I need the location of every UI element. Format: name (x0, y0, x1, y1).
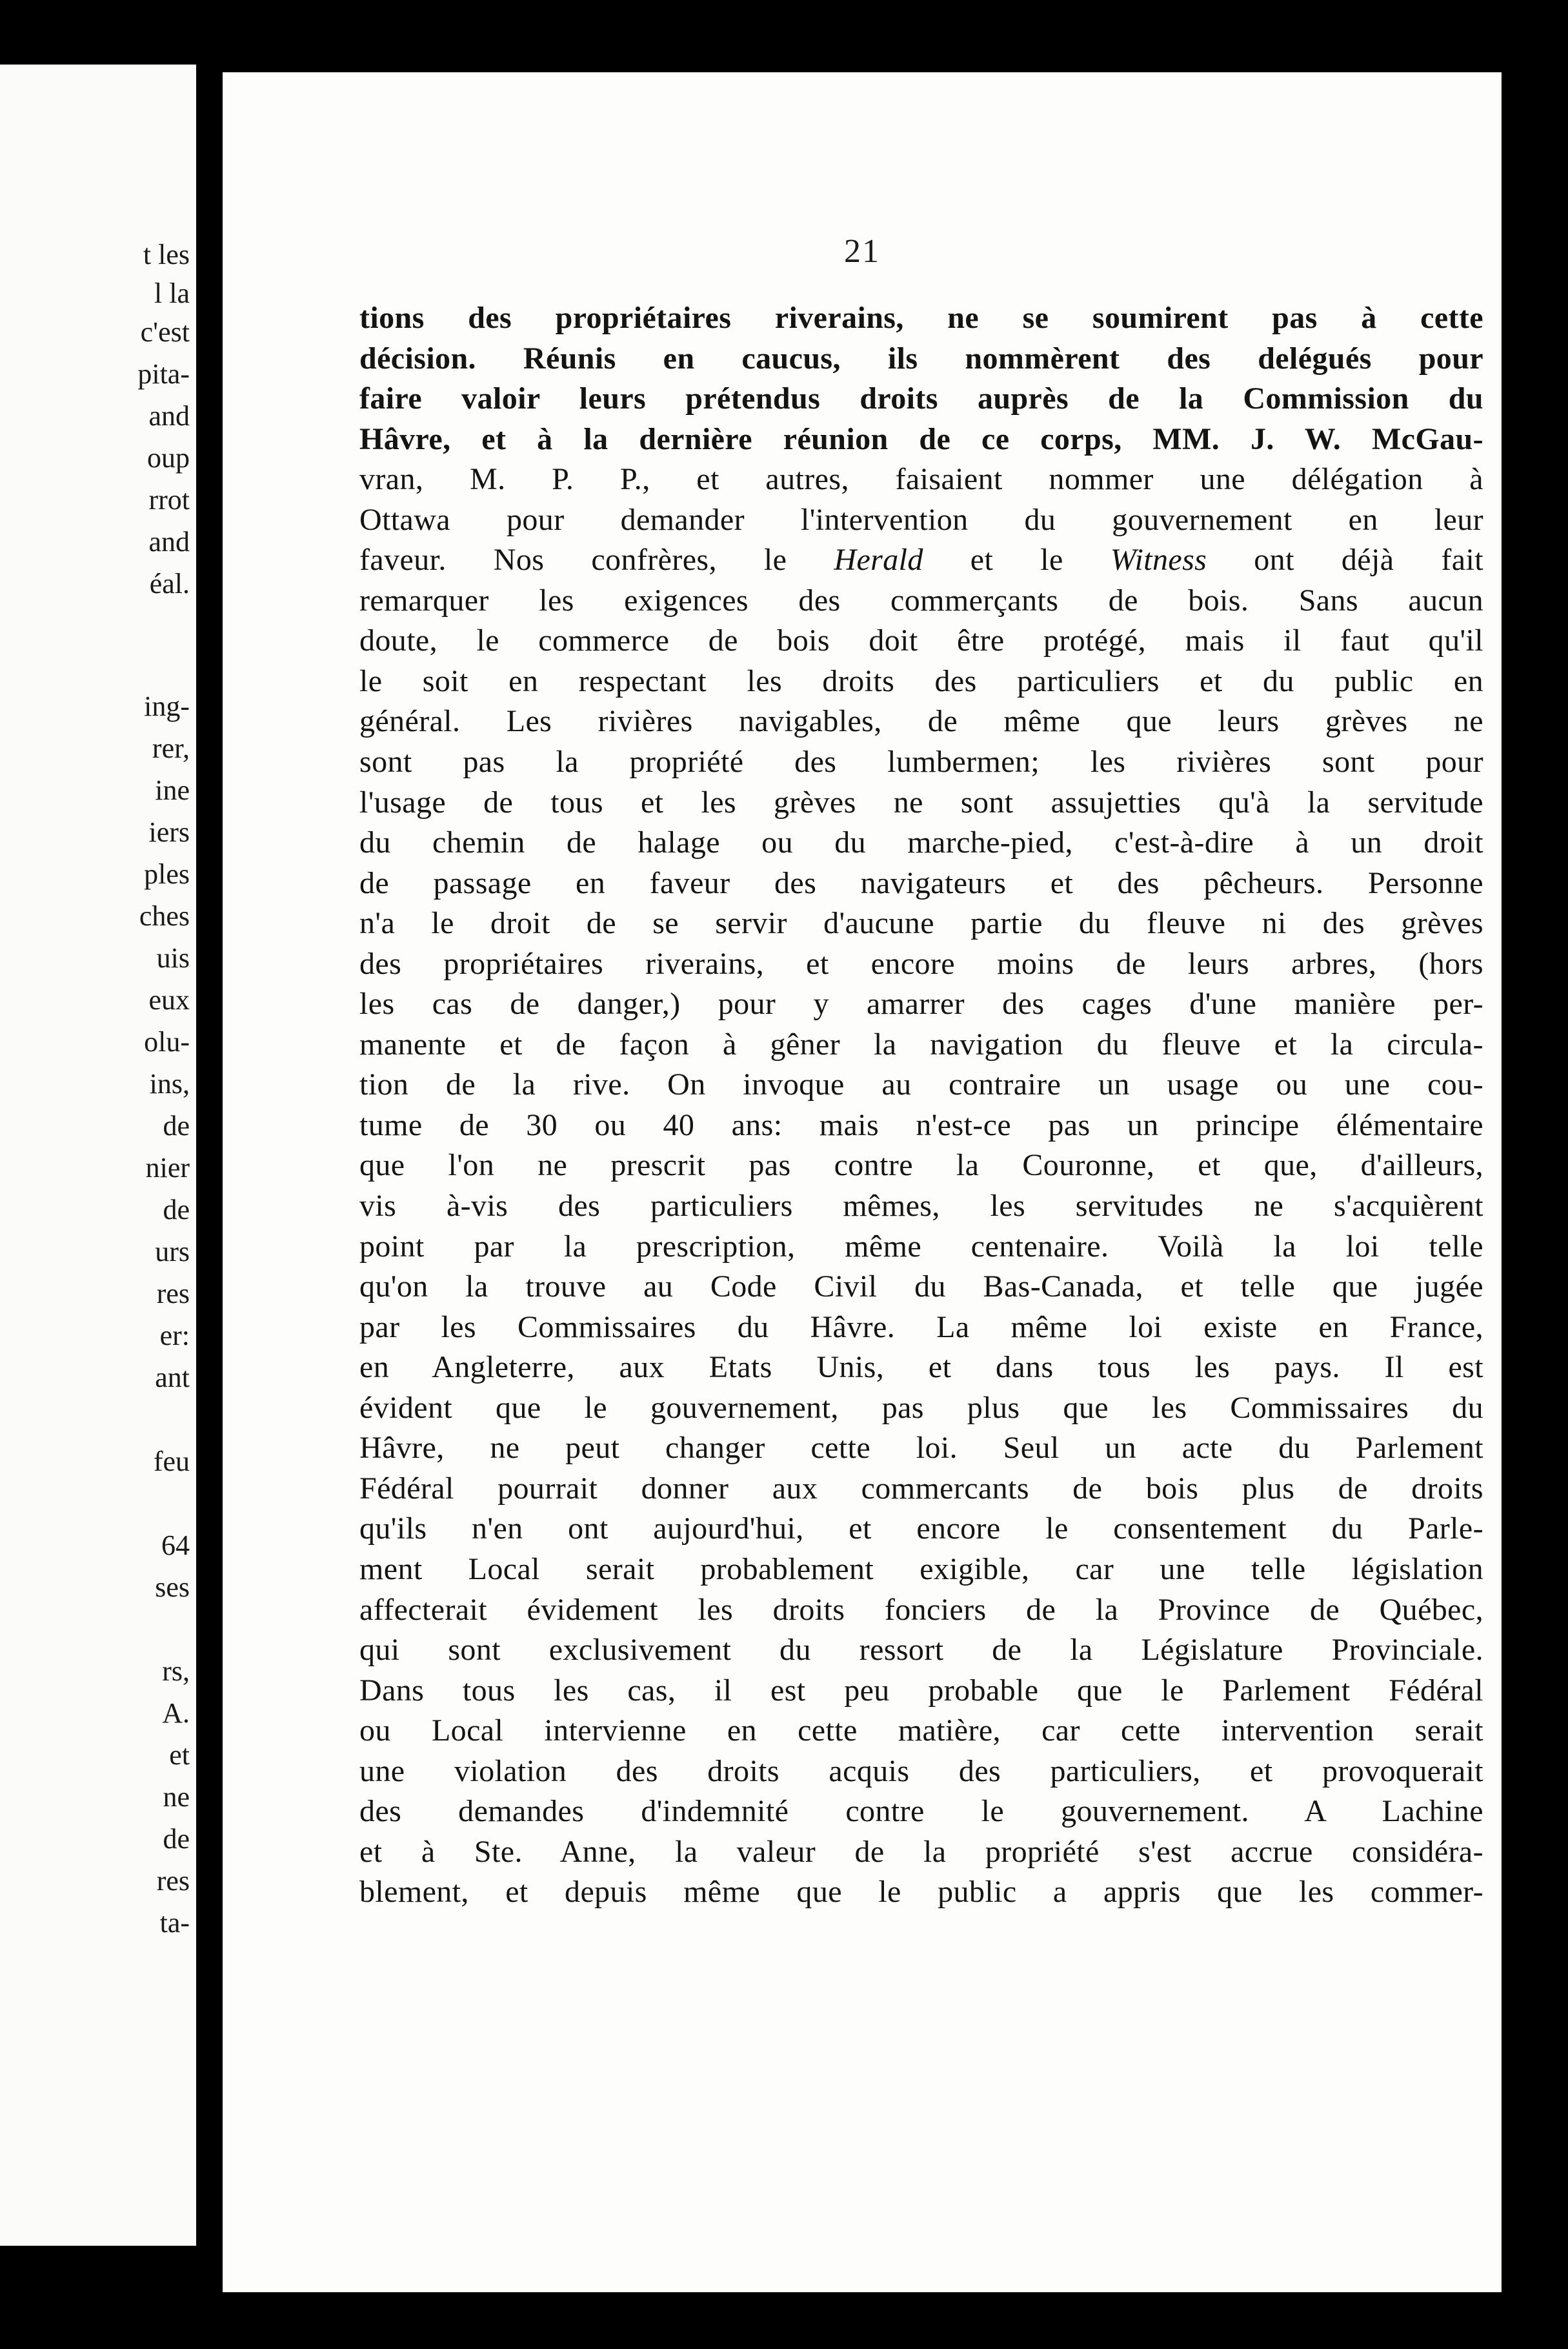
body-text-line: par les Commissaires du Hâvre. La même loi existe en France, (359, 1309, 1483, 1344)
left-page-line: et (169, 1739, 190, 1771)
body-text-line: Ottawa pour demander l'intervention du gouvernement en leur (359, 502, 1483, 537)
main-page (223, 72, 1502, 2292)
body-text-line: qu'on la trouve au Code Civil du Bas-Canada, et telle que jugée (359, 1269, 1483, 1304)
body-text-line: décision. Réunis en caucus, ils nommèrent des delégués pour (359, 341, 1483, 376)
left-page-line: t les (143, 239, 190, 270)
left-page-line: urs (155, 1236, 190, 1267)
body-text-line: les cas de danger,) pour y amarrer des cages d'une manière per- (359, 987, 1483, 1022)
left-page-line: c'est (140, 316, 190, 348)
left-page-line: rs, (162, 1655, 190, 1687)
left-page-line: pita- (137, 358, 190, 390)
body-text-line: ment Local serait probablement exigible, car une telle législation (359, 1551, 1483, 1586)
body-text-line: Dans tous les cas, il est peu probable que le Parlement Fédéral (359, 1673, 1483, 1708)
left-page-line: l la (154, 277, 190, 309)
left-page-line: ins, (149, 1068, 190, 1100)
left-page-line: iers (148, 816, 190, 848)
body-text-line: général. Les rivières navigables, de même que leurs grèves ne (359, 704, 1483, 739)
body-text-line: Hâvre, et à la dernière réunion de ce corps, MM. J. W. McGau- (359, 421, 1483, 456)
left-page-line: oup (147, 442, 190, 474)
body-text-line: l'usage de tous et les grèves ne sont assujetties qu'à la servitude (359, 785, 1483, 820)
left-page-line: ta- (159, 1907, 190, 1939)
body-text-line: le soit en respectant les droits des particuliers et du public en (359, 663, 1483, 698)
left-page-line: and (148, 400, 190, 432)
body-text-line: blement, et depuis même que le public a appris que les commer- (359, 1875, 1483, 1910)
body-text-line: vran, M. P. P., et autres, faisaient nommer une délégation à (359, 462, 1483, 497)
page-number: 21 (844, 233, 880, 270)
left-page-line: ses (155, 1571, 190, 1603)
left-page-line: rrot (148, 484, 190, 516)
body-text-line: n'a le droit de se servir d'aucune partie du fleuve ni des grèves (359, 906, 1483, 941)
body-text-line: Hâvre, ne peut changer cette loi. Seul un acte du Parlement (359, 1431, 1483, 1466)
body-text-line: tume de 30 ou 40 ans: mais n'est-ce pas un principe élémentaire (359, 1107, 1483, 1142)
body-text-line: manente et de façon à gêner la navigation du fleuve et la circula- (359, 1027, 1483, 1062)
body-text-line: de passage en faveur des navigateurs et des pêcheurs. Personne (359, 865, 1483, 900)
left-page-line: rer, (152, 732, 190, 764)
newspaper-title: Herald (834, 543, 923, 578)
body-text-line: doute, le commerce de bois doit être protégé, mais il faut qu'il (359, 623, 1483, 658)
left-page-line: uis (156, 942, 190, 974)
body-text-line: vis à-vis des particuliers mêmes, les servitudes ne s'acquièrent (359, 1189, 1483, 1224)
newspaper-title: Witness (1110, 543, 1207, 578)
left-page-line: ing- (144, 691, 190, 722)
body-text-line: évident que le gouvernement, pas plus que les Commissaires du (359, 1390, 1483, 1425)
body-text-line: en Angleterre, aux Etats Unis, et dans tous les pays. Il est (359, 1350, 1483, 1385)
left-page-line: de (163, 1110, 190, 1142)
left-page-line: 64 (161, 1529, 190, 1561)
left-page-line: A. (162, 1697, 190, 1729)
body-text-line: faveur. Nos confrères, le Herald et le Witness ont déjà fait (359, 543, 1483, 578)
body-text-line: qui sont exclusivement du ressort de la Législature Provinciale. (359, 1633, 1483, 1668)
left-page-line: and (148, 526, 190, 558)
body-text-line: affecterait évidement les droits fonciers de la Province de Québec, (359, 1592, 1483, 1627)
body-text-line: du chemin de halage ou du marche-pied, c'est-à-dire à un droit (359, 825, 1483, 860)
left-page-line: res (156, 1865, 190, 1897)
left-page-line: res (156, 1278, 190, 1309)
body-text-line: des propriétaires riverains, et encore moins de leurs arbres, (hors (359, 946, 1483, 981)
body-text (359, 298, 1483, 1913)
body-text-line: des demandes d'indemnité contre le gouvernement. A Lachine (359, 1794, 1483, 1829)
body-text-line: sont pas la propriété des lumbermen; les rivières sont pour (359, 745, 1483, 780)
left-page-line: de (163, 1823, 190, 1855)
body-text-line: Fédéral pourrait donner aux commercants de bois plus de droits (359, 1471, 1483, 1506)
left-page-line: ant (155, 1362, 190, 1393)
body-text-line: et à Ste. Anne, la valeur de la propriété s'est accrue considéra- (359, 1834, 1483, 1869)
left-page-line: feu (153, 1446, 190, 1477)
body-text-line: que l'on ne prescrit pas contre la Couronne, et que, d'ailleurs, (359, 1148, 1483, 1183)
body-text-line: qu'ils n'en ont aujourd'hui, et encore le consentement du Parle- (359, 1511, 1483, 1546)
body-text-line: une violation des droits acquis des particuliers, et provoquerait (359, 1753, 1483, 1788)
left-page-line: de (163, 1194, 190, 1225)
left-page-line: er: (159, 1320, 190, 1351)
left-page-line: eux (148, 984, 190, 1016)
left-page-line: ne (163, 1781, 190, 1813)
body-text-line: point par la prescription, même centenaire. Voilà la loi telle (359, 1229, 1483, 1264)
body-text-line: faire valoir leurs prétendus droits auprès de la Commission du (359, 381, 1483, 416)
body-text-line: tions des propriétaires riverains, ne se soumirent pas à cette (359, 301, 1483, 335)
body-text-line: tion de la rive. On invoque au contraire un usage ou une cou- (359, 1067, 1483, 1102)
left-facing-page (0, 65, 196, 2246)
left-page-line: ples (144, 858, 190, 890)
body-text-line: remarquer les exigences des commerçants de bois. Sans aucun (359, 583, 1483, 618)
body-text-line: ou Local intervienne en cette matière, car cette intervention serait (359, 1713, 1483, 1748)
left-page-line: olu- (144, 1026, 190, 1058)
left-page-line: éal. (149, 568, 190, 600)
left-page-line: nier (145, 1152, 190, 1184)
left-page-line: ches (139, 900, 190, 932)
left-page-line: ine (155, 774, 190, 806)
